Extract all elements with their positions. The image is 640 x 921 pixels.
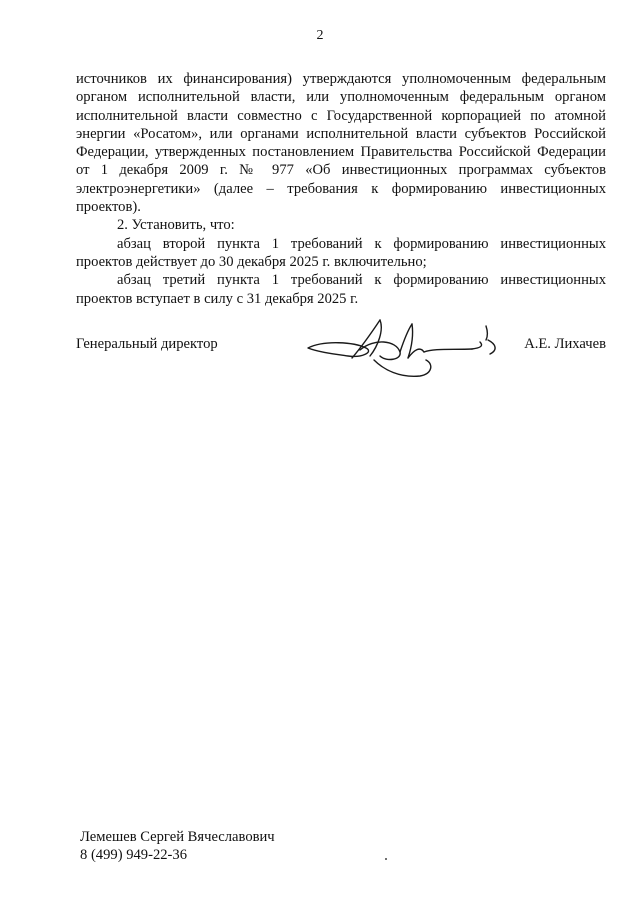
executor-name: Лемешев Сергей Вячеславович: [80, 829, 275, 845]
signature-block: [76, 318, 606, 388]
paragraph-item-2: 2. Установить, что:: [117, 217, 235, 234]
paragraph-abzac-vtoroy: абзац второй пункта 1 требований к формированию инвестиционных проектов действует до 30 декабря 2025 г. включительно;: [76, 235, 606, 270]
paragraph-abzac-tretiy: абзац третий пункта 1 требований к формированию инвестиционных проектов вступает в силу с 31 декабря 2025 г.: [76, 272, 606, 307]
signatory-position: Генеральный директор: [76, 336, 218, 352]
executor-block: [80, 828, 275, 865]
signatory-name: А.Е. Лихачев: [524, 336, 606, 352]
page-number: 2: [316, 28, 324, 43]
scan-speck: [385, 858, 387, 860]
paragraph-continuation: источников их финансирования) утверждаются уполномоченным федеральным органом исполнительной власти, или уполномоченным федеральным органом исполнительной власти совместно с Государственной корпорацией по атомной энергии «Росатом», или органами исполнительной власти субъектов Российской Федерации, утвержденных постановлением Правительства Российской Федерации от 1 декабря 2009 г. № 977 «Об инвестиционных программах субъектов электроэнергетики» (далее – требования к формированию инвестиционных проектов).: [76, 71, 606, 216]
executor-phone: 8 (499) 949-22-36: [80, 847, 188, 864]
handwritten-signature: [304, 318, 514, 390]
document-body: [76, 70, 606, 308]
